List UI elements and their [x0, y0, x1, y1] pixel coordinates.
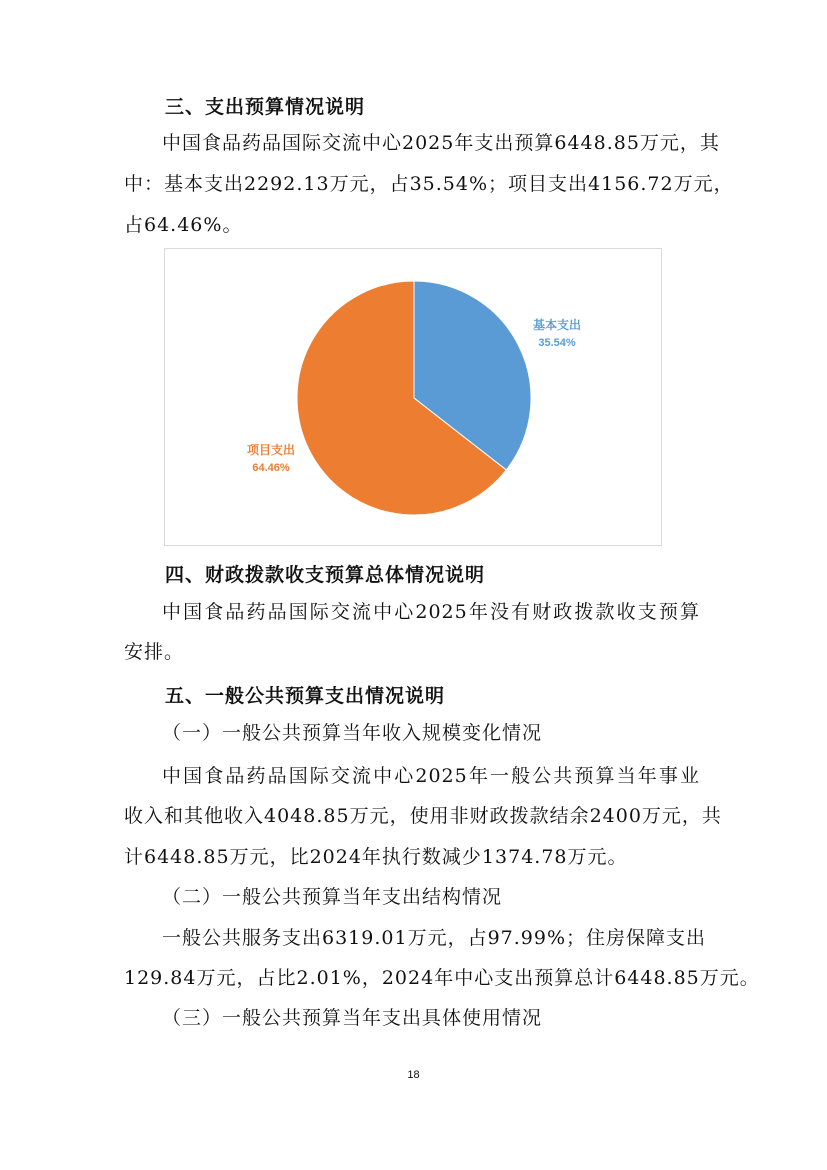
section-heading-expenditure-budget: 三、支出预算情况说明: [165, 96, 366, 118]
pie-chart-svg: [165, 249, 663, 547]
pie-slice-label: 项目支出: [246, 443, 296, 457]
paragraph-line: 计6448.85万元，比2024年执行数减少1374.78万元。: [124, 846, 628, 868]
subheading: （一）一般公共预算当年收入规模变化情况: [162, 722, 543, 744]
paragraph-line: 收入和其他收入4048.85万元，使用非财政拨款结余2400万元，共: [124, 805, 722, 827]
section-heading-general-public-budget: 五、一般公共预算支出情况说明: [165, 685, 446, 707]
paragraph-line: 中：基本支出2292.13万元，占35.54%；项目支出4156.72万元，: [124, 173, 734, 195]
paragraph-line: 占64.46%。: [124, 214, 243, 236]
pie-slice-label: 基本支出: [532, 318, 582, 332]
subheading: （三）一般公共预算当年支出具体使用情况: [162, 1007, 543, 1029]
pie-slice-percent-label: 35.54%: [538, 337, 576, 349]
paragraph-line: 中国食品药品国际交流中心2025年一般公共预算当年事业: [162, 765, 700, 787]
paragraph-line: 一般公共服务支出6319.01万元，占97.99%；住房保障支出: [162, 927, 707, 949]
pie-slice-percent-label: 64.46%: [252, 462, 290, 474]
paragraph-line: 129.84万元，占比2.01%，2024年中心支出预算总计6448.85万元。: [124, 967, 760, 989]
paragraph-line: 安排。: [124, 641, 185, 663]
subheading: （二）一般公共预算当年支出结构情况: [162, 886, 503, 908]
paragraph-line: 中国食品药品国际交流中心2025年支出预算6448.85万元，其: [162, 132, 720, 154]
page-number: 18: [407, 1069, 420, 1081]
section-heading-fiscal-appropriation: 四、财政拨款收支预算总体情况说明: [165, 564, 486, 586]
expenditure-pie-chart: [164, 248, 662, 546]
paragraph-line: 中国食品药品国际交流中心2025年没有财政拨款收支预算: [162, 601, 700, 623]
